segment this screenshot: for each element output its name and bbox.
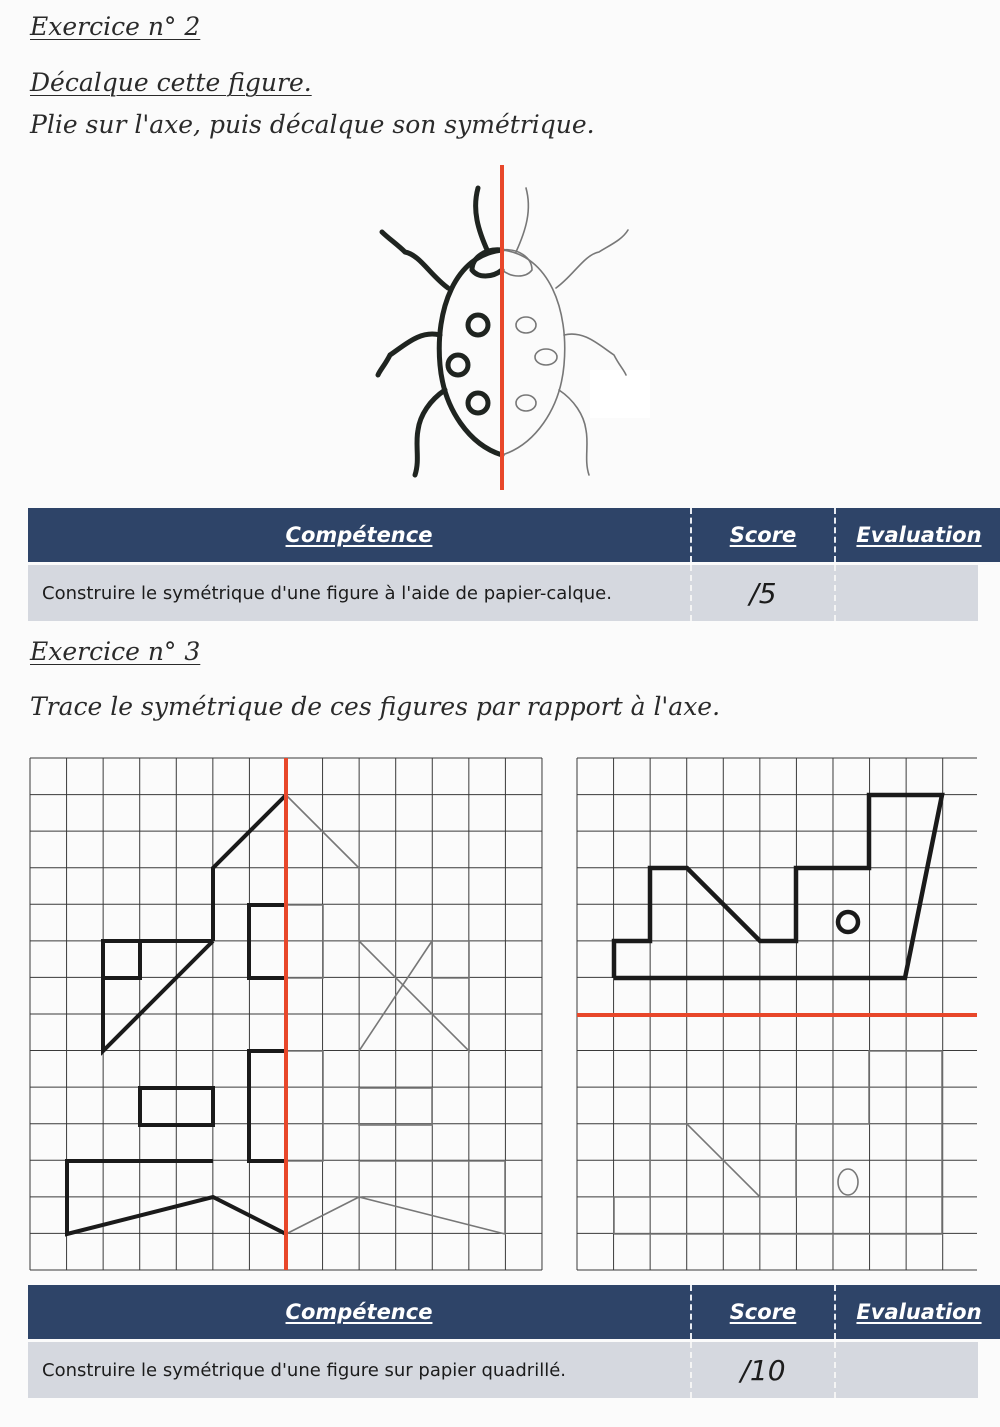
ladybug-body-left xyxy=(439,250,502,455)
printed-circle xyxy=(838,912,858,932)
ladybug-antenna-right xyxy=(516,188,528,252)
pencil-square-outline xyxy=(359,941,469,1051)
score-value: /5 xyxy=(749,576,777,610)
exercise-3-instruction: Trace le symétrique de ces figures par rapport à l'axe. xyxy=(30,692,721,721)
grid-figure-vertical-axis xyxy=(30,758,542,1270)
ladybug-antenna-left xyxy=(476,188,488,252)
skill-text: Construire le symétrique d'une figure sur papier quadrillé. xyxy=(42,1359,566,1381)
header-score: Score xyxy=(729,1300,797,1324)
row-separator xyxy=(834,565,836,621)
ladybug-leg-1-right xyxy=(556,230,628,288)
printed-small-square xyxy=(103,941,140,978)
ladybug-leg-2-left xyxy=(378,334,440,375)
printed-window-top xyxy=(249,905,286,978)
pencil-small-square xyxy=(432,941,469,978)
table-header-ex3 xyxy=(28,1285,1000,1339)
header-evaluation: Evaluation xyxy=(856,1300,982,1324)
correction-patch xyxy=(590,370,650,418)
exercise-2-instruction-2: Plie sur l'axe, puis décalque son symétrique. xyxy=(30,110,595,139)
printed-square-outline xyxy=(103,941,213,1051)
header-competence: Compétence xyxy=(285,1300,433,1324)
pencil-window-bottom xyxy=(286,1051,323,1161)
pencil-outline xyxy=(614,1051,942,1234)
printed-outline xyxy=(614,795,942,978)
ladybug-spot-1-left xyxy=(468,315,488,335)
ladybug-leg-1-left xyxy=(382,232,448,288)
ladybug-spot-2-left xyxy=(448,355,468,375)
skill-text: Construire le symétrique d'une figure à l'aide de papier-calque. xyxy=(42,582,612,604)
header-evaluation: Evaluation xyxy=(856,523,982,547)
grid-figure-horizontal-axis xyxy=(577,758,977,1270)
ladybug-spot-2-right xyxy=(535,349,557,365)
table-row-ex3 xyxy=(28,1342,978,1398)
pencil-figure xyxy=(614,1051,942,1234)
printed-window-bottom xyxy=(249,1051,286,1161)
score-value: /10 xyxy=(740,1353,786,1387)
ladybug-spot-1-right xyxy=(516,317,536,333)
ladybug-spot-3-left xyxy=(468,393,488,413)
row-separator xyxy=(834,1342,836,1398)
exercise-3-heading: Exercice n° 3 xyxy=(30,637,201,666)
table-row-ex2 xyxy=(28,565,978,621)
exercise-2-instruction-1: Décalque cette figure. xyxy=(30,68,312,97)
ladybug-leg-3-left xyxy=(415,390,445,475)
ladybug-figure xyxy=(360,160,660,495)
printed-figure xyxy=(614,795,942,978)
header-competence: Compétence xyxy=(285,523,433,547)
ladybug-spot-3-right xyxy=(516,395,536,411)
pencil-circle xyxy=(838,1169,858,1195)
ladybug-leg-3-right xyxy=(559,390,589,475)
ladybug-leg-2-right xyxy=(564,334,626,375)
exercise-2-heading: Exercice n° 2 xyxy=(30,12,201,41)
header-score: Score xyxy=(729,523,797,547)
pencil-window-top xyxy=(286,905,323,978)
table-header-ex2 xyxy=(28,508,1000,562)
